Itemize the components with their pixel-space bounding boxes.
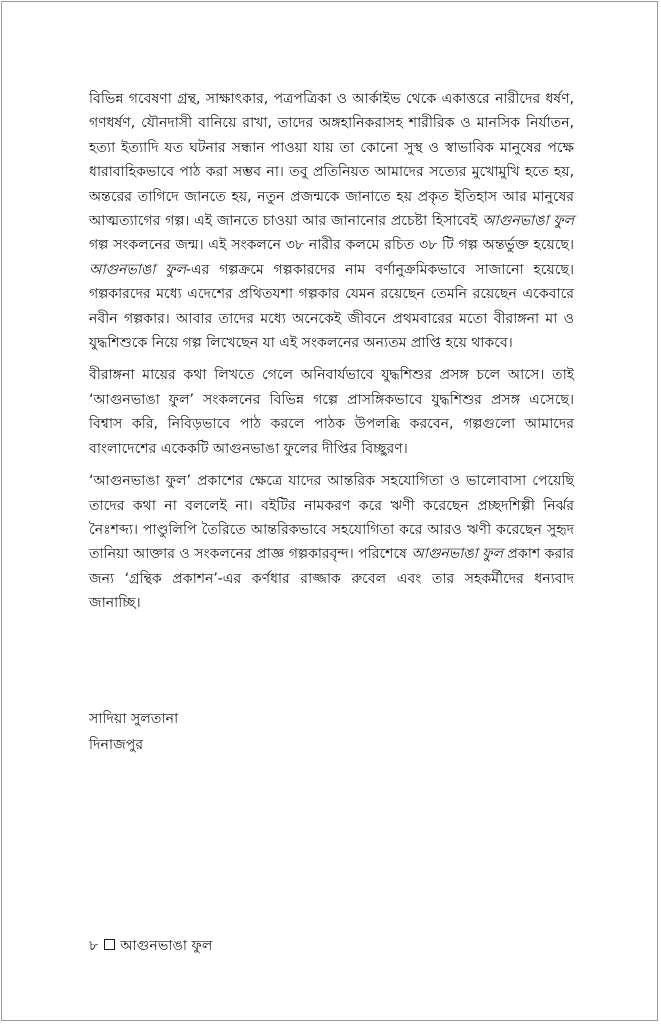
page-number: ৮ (89, 938, 99, 954)
page-footer (89, 936, 212, 956)
author-name: সাদিয়া সুলতানা (89, 711, 179, 727)
paragraph-3 (89, 469, 574, 615)
paragraph-3-text-b: প্রকাশ করার জন্য ‘গ্রন্থিক প্রকাশন’-এর কর্ণধার রাজ্জাক রুবেল এবং তার সহকর্মীদের ধন্যবাদ জানাচ্ছি। (89, 546, 574, 612)
paragraph-1-text-a: বিভিন্ন গবেষণা গ্রন্থ, সাক্ষাৎকার, পত্রপত্রিকা ও আর্কাইভ থেকে একাত্তরে নারীদের ধর্ষণ, গণধর্ষণ, যৌনদাসী বানিয়ে রাখা, তাদের অঙ্গহানিকরাসহ শারীরিক ও মানসিক নির্যাতন, হত্যা ইত্যাদি যত ঘটনার সন্ধান পাওয়া যায় তা কোনো সুস্থ ও স্বাভাবিক মানুষের পক্ষে ধারাবাহিকভাবে পাঠ করা সম্ভব না। তবু প্রতিনিয়ত আমাদের সত্যের মুখোমুখি হতে হয়, অন্তরের তাগিদে জানতে হয়, নতুন প্রজন্মকে জানাতে হয় প্রকৃত ইতিহাস আর মানুষের আত্মত্যাগের গল্প। এই জানতে চাওয়া আর জানানোর প্রচেষ্টা হিসাবেই (89, 91, 574, 230)
book-title-italic: আগুনভাঙা ফুল (89, 261, 186, 278)
square-box-icon (104, 939, 115, 950)
footer-book-title: আগুনভাঙা ফুল (120, 938, 213, 954)
paragraph-1-text-c: -এর গল্পক্রমে গল্পকারদের নাম বর্ণানুক্রমিকভাবে সাজানো হয়েছে। গল্পকারদের মধ্যে এদেশের প্রথিতযশা গল্পকার যেমন রয়েছেন তেমনি রয়েছেন একেবারে নবীন গল্পকার। আবার তাদের মধ্যে অনেকেই জীবনে প্রথমবারের মতো বীরাঙ্গনা মা ও যুদ্ধশিশুকে নিয়ে গল্প লিখেছেন যা এই সংকলনের অন্যতম প্রাপ্তি হয়ে থাকবে। (89, 261, 574, 352)
signature-block (89, 706, 178, 758)
paragraph-3-text-a: ‘আগুনভাঙা ফুল’ প্রকাশের ক্ষেত্রে যাদের আন্তরিক সহযোগিতা ও ভালোবাসা পেয়েছি তাদের কথা না বললেই না। বইটির নামকরণ করে ঋণী করেছেন প্রচ্ছদশিল্পী নির্ঝর নৈঃশব্দ্য। পাণ্ডুলিপি তৈরিতে আন্তরিকভাবে সহযোগিতা করে আরও ঋণী করেছেন সুহৃদ তানিয়া আক্তার ও সংকলনের প্রাজ্ঞ গল্পকারবৃন্দ। পরিশেষে (89, 473, 574, 563)
book-title-italic: আগুনভাঙা ফুল (482, 213, 574, 230)
book-title-italic: আগুনভাঙা ফুল (411, 546, 503, 563)
paragraph-1 (89, 87, 574, 355)
paragraph-1-text-b: গল্প সংকলনের জন্ম। এই সংকলনে ৩৮ নারীর কলমে রচিত ৩৮ টি গল্প অন্তর্ভুক্ত হয়েছে। (89, 237, 574, 254)
author-place: দিনাজপুর (89, 737, 144, 753)
main-text (89, 87, 574, 616)
paragraph-2: বীরাঙ্গনা মায়ের কথা লিখতে গেলে অনিবার্যভাবে যুদ্ধশিশুর প্রসঙ্গ চলে আসে। তাই ‘আগুনভাঙা ফুল’ সংকলনের বিভিন্ন গল্পে প্রাসঙ্গিকভাবে যুদ্ধশিশুর প্রসঙ্গ এসেছে। বিশ্বাস করি, নিবিড়ভাবে পাঠ করলে পাঠক উপলব্ধি করবেন, গল্পগুলো আমাদের বাংলাদেশের একেকটি আগুনভাঙা ফুলের দীপ্তির বিচ্ছুরণ। (89, 367, 574, 457)
